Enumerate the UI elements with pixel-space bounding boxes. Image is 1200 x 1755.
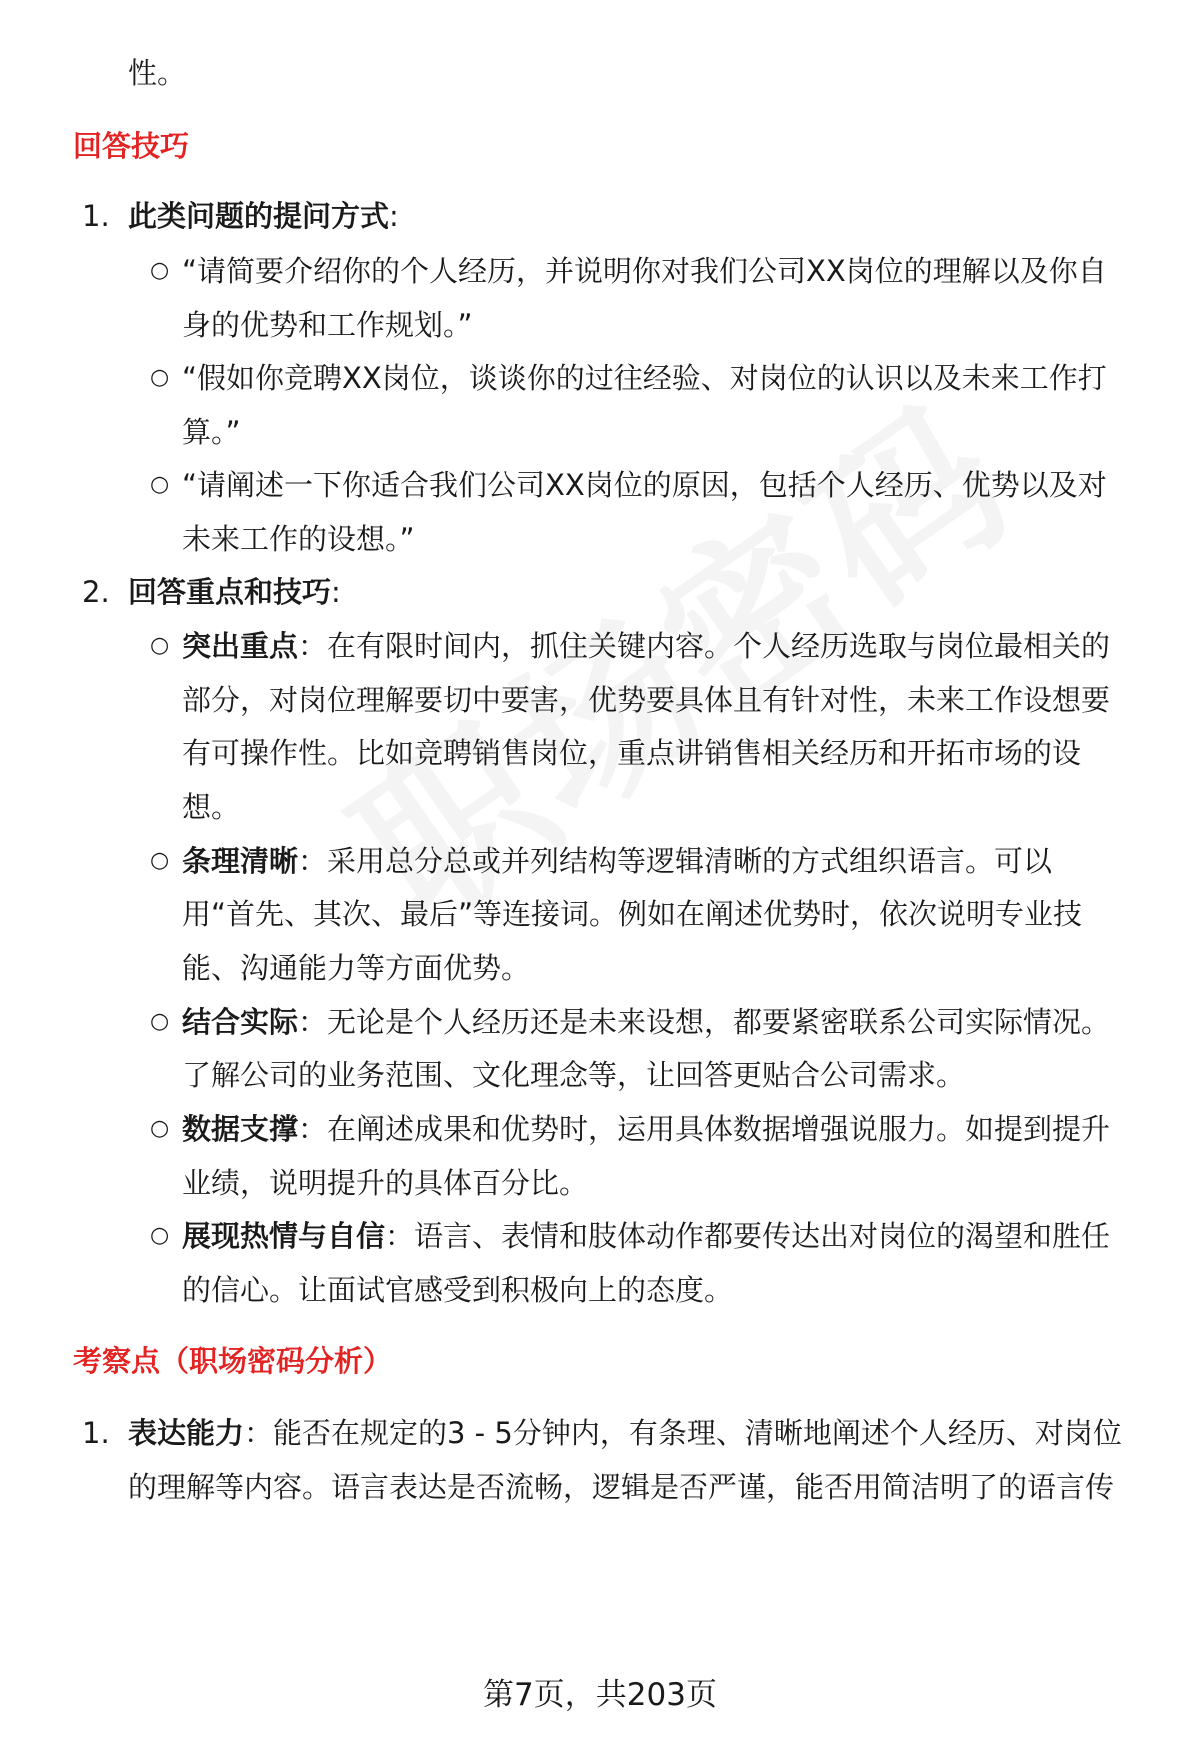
section-heading-answer-tips: 回答技巧: [73, 129, 190, 163]
list-item-title: 此类问题的提问方式:: [128, 199, 399, 233]
tip-line: 条理清晰：采用总分总或并列结构等逻辑清晰的方式组织语言。可以: [182, 844, 1053, 878]
tip-line: 突出重点：在有限时间内，抓住关键内容。个人经历选取与岗位最相关的: [182, 629, 1111, 663]
bullet-icon: ○: [150, 1009, 170, 1034]
question-line: 身的优势和工作规划。”: [182, 308, 473, 342]
bullet-icon: ○: [150, 1223, 170, 1248]
question-line: “请简要介绍你的个人经历，并说明你对我们公司XX岗位的理解以及你自: [182, 254, 1107, 288]
tip-line: 结合实际：无论是个人经历还是未来设想，都要紧密联系公司实际情况。: [182, 1005, 1111, 1039]
bullet-icon: ○: [150, 258, 170, 283]
tip-line: 有可操作性。比如竞聘销售岗位，重点讲销售相关经历和开拓市场的设: [182, 736, 1082, 770]
tip-line: 部分，对岗位理解要切中要害，优势要具体且有针对性，未来工作设想要: [182, 683, 1111, 717]
question-line: “假如你竞聘XX岗位，谈谈你的过往经验、对岗位的认识以及未来工作打: [182, 361, 1107, 395]
section-heading-assessment: 考察点（职场密码分析）: [73, 1344, 393, 1378]
page-footer: 第7页，共203页: [483, 1677, 717, 1713]
list-item-title: 回答重点和技巧:: [128, 575, 341, 609]
question-line: “请阐述一下你适合我们公司XX岗位的原因，包括个人经历、优势以及对: [182, 468, 1107, 502]
top-fragment: 性。: [128, 56, 187, 90]
tip-line: 数据支撑：在阐述成果和优势时，运用具体数据增强说服力。如提到提升: [182, 1112, 1111, 1146]
tip-line: 的信心。让面试官感受到积极向上的态度。: [182, 1273, 734, 1307]
tip-line: 业绩，说明提升的具体百分比。: [182, 1166, 589, 1200]
tip-line: 了解公司的业务范围、文化理念等，让回答更贴合公司需求。: [182, 1058, 966, 1092]
bullet-icon: ○: [150, 472, 170, 497]
question-line: 未来工作的设想。”: [182, 522, 415, 556]
list-number: 1.: [82, 1416, 110, 1450]
tip-line: 展现热情与自信：语言、表情和肢体动作都要传达出对岗位的渴望和胜任: [182, 1219, 1111, 1253]
bullet-icon: ○: [150, 1116, 170, 1141]
bullet-icon: ○: [150, 633, 170, 658]
list-number: 2.: [82, 575, 110, 609]
assessment-line: 的理解等内容。语言表达是否流畅，逻辑是否严谨，能否用简洁明了的语言传: [128, 1470, 1115, 1504]
assessment-line: 表达能力：能否在规定的3 - 5分钟内，有条理、清晰地阐述个人经历、对岗位: [128, 1416, 1122, 1450]
tip-line: 能、沟通能力等方面优势。: [182, 951, 531, 985]
tip-line: 想。: [182, 790, 241, 824]
bullet-icon: ○: [150, 365, 170, 390]
question-line: 算。”: [182, 415, 241, 449]
tip-line: 用“首先、其次、最后”等连接词。例如在阐述优势时，依次说明专业技: [182, 897, 1083, 931]
list-number: 1.: [82, 199, 110, 233]
bullet-icon: ○: [150, 848, 170, 873]
